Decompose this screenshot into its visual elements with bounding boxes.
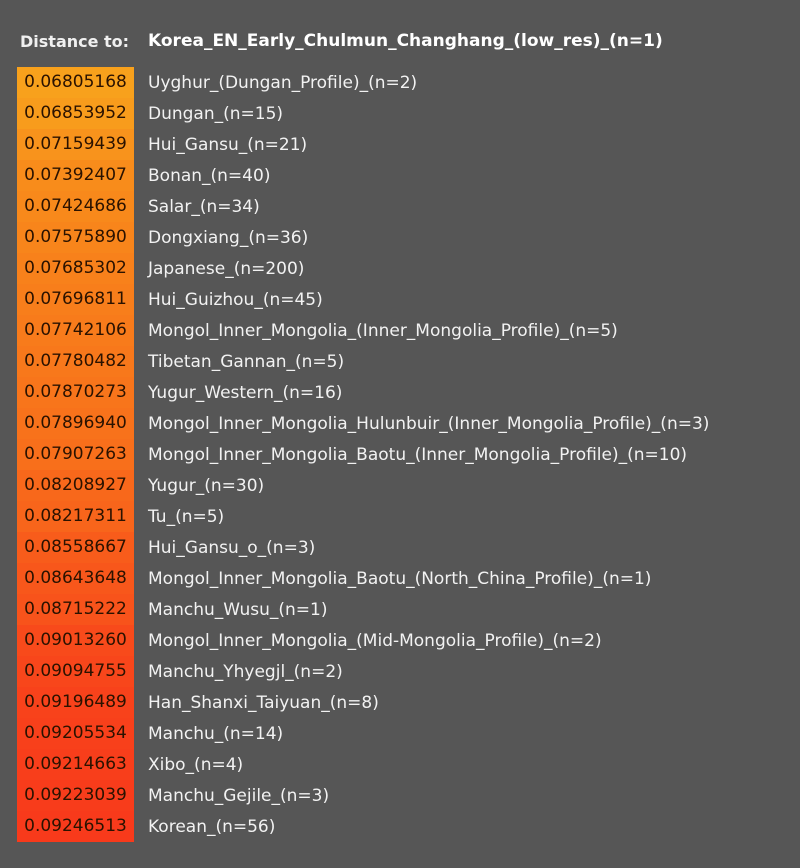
distance-value: 0.06853952 bbox=[17, 98, 134, 129]
population-name: Japanese_(n=200) bbox=[148, 258, 305, 279]
table-row bbox=[17, 749, 787, 780]
distance-value: 0.09013260 bbox=[17, 625, 134, 656]
population-name: Manchu_Gejile_(n=3) bbox=[148, 785, 330, 806]
table-row bbox=[17, 718, 787, 749]
distance-value: 0.07780482 bbox=[17, 346, 134, 377]
population-name: Yugur_Western_(n=16) bbox=[148, 382, 343, 403]
table-row bbox=[17, 780, 787, 811]
distance-value: 0.07907263 bbox=[17, 439, 134, 470]
table-row bbox=[17, 594, 787, 625]
table-row bbox=[17, 532, 787, 563]
distance-value: 0.07742106 bbox=[17, 315, 134, 346]
population-name: Mongol_Inner_Mongolia_(Inner_Mongolia_Profile)_(n=5) bbox=[148, 320, 618, 341]
table-row bbox=[17, 67, 787, 98]
table-row bbox=[17, 625, 787, 656]
distance-value: 0.08715222 bbox=[17, 594, 134, 625]
population-name: Bonan_(n=40) bbox=[148, 165, 271, 186]
population-name: Korean_(n=56) bbox=[148, 816, 276, 837]
distance-value: 0.08208927 bbox=[17, 470, 134, 501]
distance-value: 0.09214663 bbox=[17, 749, 134, 780]
distance-value: 0.09205534 bbox=[17, 718, 134, 749]
population-name: Mongol_Inner_Mongolia_Hulunbuir_(Inner_Mongolia_Profile)_(n=3) bbox=[148, 413, 710, 434]
population-name: Hui_Guizhou_(n=45) bbox=[148, 289, 323, 310]
table-row bbox=[17, 470, 787, 501]
population-name: Mongol_Inner_Mongolia_Baotu_(North_China_Profile)_(n=1) bbox=[148, 568, 652, 589]
population-name: Uyghur_(Dungan_Profile)_(n=2) bbox=[148, 72, 418, 93]
population-name: Han_Shanxi_Taiyuan_(n=8) bbox=[148, 692, 379, 713]
table-row bbox=[17, 160, 787, 191]
distance-value: 0.07696811 bbox=[17, 284, 134, 315]
population-name: Hui_Gansu_o_(n=3) bbox=[148, 537, 316, 558]
population-name: Manchu_Wusu_(n=1) bbox=[148, 599, 328, 620]
table-row bbox=[17, 439, 787, 470]
table-row bbox=[17, 563, 787, 594]
distance-value: 0.07870273 bbox=[17, 377, 134, 408]
table-row bbox=[17, 346, 787, 377]
table-row bbox=[17, 315, 787, 346]
distance-table bbox=[17, 67, 787, 842]
table-row bbox=[17, 98, 787, 129]
distance-value: 0.09246513 bbox=[17, 811, 134, 842]
population-name: Salar_(n=34) bbox=[148, 196, 260, 217]
population-name: Yugur_(n=30) bbox=[148, 475, 265, 496]
population-name: Tu_(n=5) bbox=[148, 506, 225, 527]
distance-value: 0.07575890 bbox=[17, 222, 134, 253]
distance-value: 0.07896940 bbox=[17, 408, 134, 439]
population-name: Manchu_(n=14) bbox=[148, 723, 284, 744]
distance-value: 0.08217311 bbox=[17, 501, 134, 532]
distance-value: 0.08558667 bbox=[17, 532, 134, 563]
distance-value: 0.07424686 bbox=[17, 191, 134, 222]
table-row bbox=[17, 284, 787, 315]
distance-value: 0.07685302 bbox=[17, 253, 134, 284]
table-row bbox=[17, 222, 787, 253]
population-name: Hui_Gansu_(n=21) bbox=[148, 134, 308, 155]
population-name: Mongol_Inner_Mongolia_Baotu_(Inner_Mongolia_Profile)_(n=10) bbox=[148, 444, 688, 465]
table-row bbox=[17, 501, 787, 532]
table-row bbox=[17, 377, 787, 408]
distance-value: 0.06805168 bbox=[17, 67, 134, 98]
population-name: Xibo_(n=4) bbox=[148, 754, 244, 775]
distance-value: 0.09094755 bbox=[17, 656, 134, 687]
distance-value: 0.09223039 bbox=[17, 780, 134, 811]
target-population: Korea_EN_Early_Chulmun_Changhang_(low_res)_(n=1) bbox=[148, 31, 663, 51]
distance-to-label: Distance to: bbox=[20, 31, 130, 51]
distance-value: 0.08643648 bbox=[17, 563, 134, 594]
population-name: Tibetan_Gannan_(n=5) bbox=[148, 351, 345, 372]
table-row bbox=[17, 687, 787, 718]
table-row bbox=[17, 408, 787, 439]
table-row bbox=[17, 811, 787, 842]
population-name: Dungan_(n=15) bbox=[148, 103, 284, 124]
table-row bbox=[17, 129, 787, 160]
table-row bbox=[17, 253, 787, 284]
header bbox=[20, 28, 663, 54]
distance-value: 0.07392407 bbox=[17, 160, 134, 191]
population-name: Mongol_Inner_Mongolia_(Mid-Mongolia_Profile)_(n=2) bbox=[148, 630, 602, 651]
distance-value: 0.07159439 bbox=[17, 129, 134, 160]
table-row bbox=[17, 191, 787, 222]
population-name: Manchu_Yhyegjl_(n=2) bbox=[148, 661, 343, 682]
population-name: Dongxiang_(n=36) bbox=[148, 227, 309, 248]
table-row bbox=[17, 656, 787, 687]
distance-value: 0.09196489 bbox=[17, 687, 134, 718]
